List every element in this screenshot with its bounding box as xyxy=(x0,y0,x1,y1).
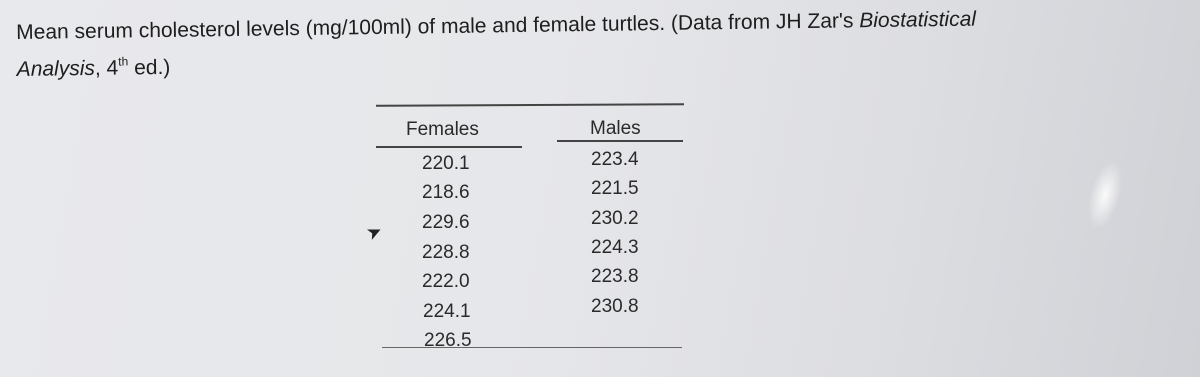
table-top-rule xyxy=(376,103,684,107)
title-book-name: Biostatistical xyxy=(859,7,977,33)
table-cell-female: 226.5 xyxy=(424,330,472,351)
table-cell-female: 229.6 xyxy=(422,212,470,233)
title-edition: , 4 xyxy=(94,56,119,80)
table-header-rule-females xyxy=(376,146,522,148)
column-header-females: Females xyxy=(406,119,479,140)
title-book-name-cont: Analysis xyxy=(16,56,96,81)
title-text: Mean serum cholesterol levels (mg/100ml) of male and female turtles. (Data from JH Zar's xyxy=(16,9,860,44)
table-cell-female: 224.1 xyxy=(423,301,471,322)
table-cell-female: 220.1 xyxy=(422,153,470,174)
table-cell-male: 224.3 xyxy=(591,237,639,258)
cursor-arrow-icon: ➤ xyxy=(363,219,386,245)
table-cell-male: 223.8 xyxy=(591,266,639,287)
table-cell-female: 218.6 xyxy=(422,182,470,203)
title-edition-suffix: th xyxy=(118,54,129,69)
table-header-rule-males xyxy=(557,140,683,142)
table-cell-male: 230.8 xyxy=(591,296,639,317)
document-title xyxy=(16,5,977,85)
table-cell-female: 228.8 xyxy=(422,242,470,263)
table-cell-female: 222.0 xyxy=(422,271,470,292)
table-cell-male: 221.5 xyxy=(591,178,639,199)
title-edition-end: ed.) xyxy=(128,55,171,80)
table-cell-male: 230.2 xyxy=(591,208,639,229)
column-header-males: Males xyxy=(590,118,641,139)
photo-glare xyxy=(1081,157,1128,232)
table-cell-male: 223.4 xyxy=(591,149,639,170)
